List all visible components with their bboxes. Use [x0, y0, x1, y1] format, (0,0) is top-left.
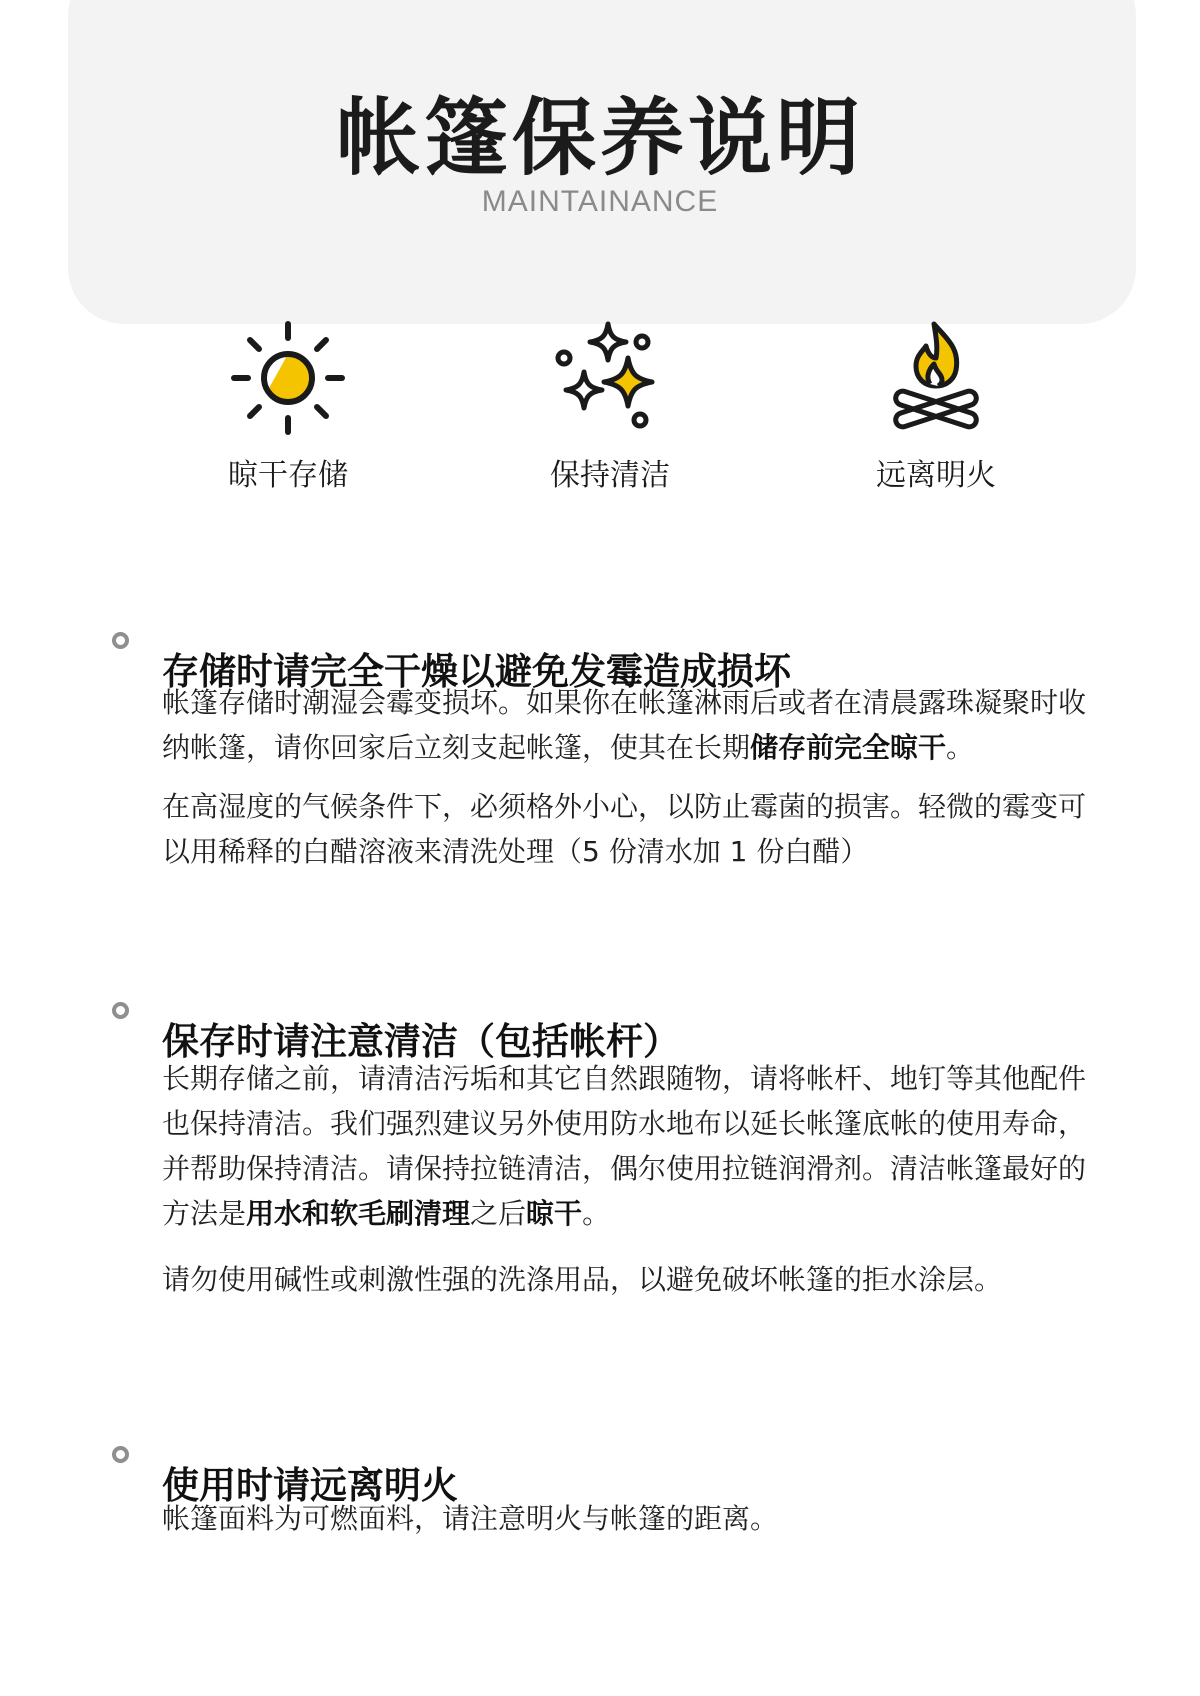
paragraph-emphasis: 用水和软毛刷清理: [246, 1197, 471, 1230]
section-dry-storage: [100, 618, 1100, 874]
feature-label: 远离明火: [876, 458, 996, 493]
page-subtitle: MAINTAINANCE: [481, 185, 719, 218]
paragraph-emphasis: 晾干: [526, 1197, 583, 1230]
paragraph-text: 之后: [470, 1197, 527, 1230]
section-title: 保存时请注意清洁（包括帐杆）: [162, 1019, 680, 1063]
section-paragraph: [162, 1056, 1102, 1236]
feature-label: 保持清洁: [550, 458, 670, 493]
paragraph-emphasis: 储存前完全晾干: [750, 731, 947, 764]
feature-keep-clean: [510, 318, 710, 494]
section-paragraph: 请勿使用碱性或刺激性强的洗涤用品，以避免破坏帐篷的拒水涂层。: [162, 1263, 1003, 1296]
section-title: 存储时请完全干燥以避免发霉造成损坏: [162, 649, 791, 693]
section-paragraph: 在高湿度的气候条件下，必须格外小心，以防止霉菌的损害。轻微的霉变可以用稀释的白醋溶液来清洗处理（5 份清水加 1 份白醋）: [162, 790, 1087, 868]
section-keep-clean: [100, 988, 1100, 1310]
sparkle-icon: [550, 318, 670, 438]
feature-dry-storage: [188, 318, 388, 494]
paragraph-text: 。: [582, 1197, 611, 1230]
section-away-from-fire: [100, 1432, 1100, 1541]
section-paragraph: 帐篷面料为可燃面料，请注意明火与帐篷的距离。: [162, 1502, 779, 1535]
paragraph-text: 长期存储之前，请清洁污垢和其它自然跟随物，请将帐杆、地钉等其他配件也保持清洁。我们强烈建议另外使用防水地布以延长帐篷底帐的使用寿命，并帮助保持清洁。请保持拉链清洁，偶尔使用拉链润滑剂。清洁帐篷最好的方法是: [162, 1062, 1087, 1230]
bullet-circle: [112, 1446, 129, 1463]
feature-label: 晾干存储: [228, 458, 348, 493]
paragraph-text: 帐篷存储时潮湿会霉变损坏。如果你在帐篷淋雨后或者在清晨露珠凝聚时收纳帐篷，请你回家后立刻支起帐篷，使其在长期: [162, 686, 1087, 764]
bullet-circle: [112, 632, 129, 649]
campfire-icon: [876, 318, 996, 438]
bullet-circle: [112, 1002, 129, 1019]
feature-away-from-fire: [836, 318, 1036, 494]
sun-icon: [228, 318, 348, 438]
section-title: 使用时请远离明火: [162, 1463, 458, 1507]
paragraph-text: 。: [946, 731, 975, 764]
page-title: 帐篷保养说明: [335, 89, 864, 187]
